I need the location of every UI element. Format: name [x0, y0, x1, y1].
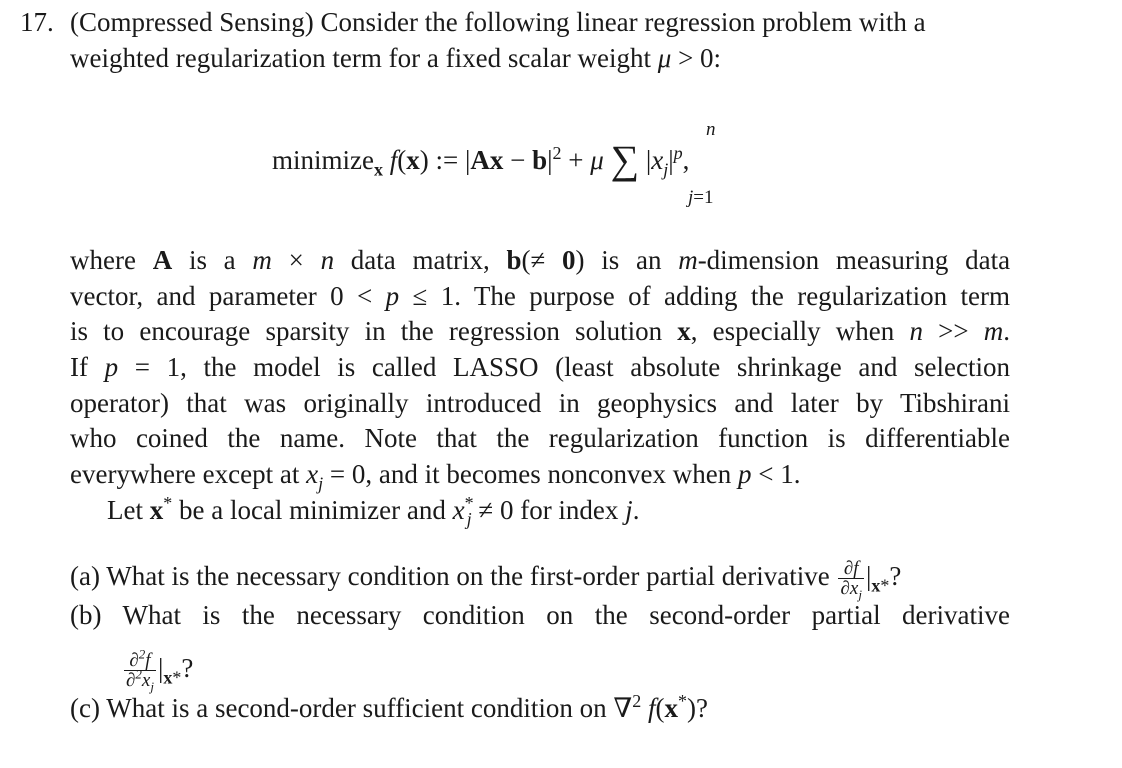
question-c-text: What is a second-order sufficient condition on — [106, 693, 607, 723]
p2-text-a: vector, and parameter — [70, 281, 317, 311]
p1-text-b: is a — [188, 245, 236, 275]
p8-text-b: be a local minimizer and — [178, 495, 446, 525]
question-b-continuation: $\frac{\partial^2f}{\partial^2x_j}$ $|_{x*}$? — [126, 646, 194, 695]
p2-text-b: The purpose of adding the regularization term — [473, 281, 1010, 311]
p1-text-a: where — [70, 245, 136, 275]
heading-line2-text: weighted regularization term for a fixed scalar weight — [70, 43, 652, 73]
paragraph-line-7: everywhere except at $x_j = 0$, and it becomes nonconvex when p < 1. — [70, 459, 801, 494]
paragraph-line-3: is to encourage sparsity in the regression solution x, especially when n >> m. — [70, 316, 1010, 346]
question-b-text: What is the necessary condition on the second-order partial derivative — [122, 600, 1010, 630]
p7-text-a: everywhere except at — [70, 459, 300, 489]
paragraph-line-4: If p = 1, the model is called LASSO (least absolute shrinkage and selection — [70, 352, 1011, 382]
problem-heading-line1: (Compressed Sensing) Consider the following linear regression problem with a — [70, 7, 926, 37]
p8-text-c: 0 for index — [499, 495, 619, 525]
paragraph-line-5: operator) that was originally introduced in geophysics and later by Tibshirani — [70, 388, 1010, 418]
paragraph-line-6: who coined the name. Note that the regularization function is differentiable — [70, 423, 1010, 453]
paragraph-line-1: where A is a m × n data matrix, b(≠ 0) is an m-dimension measuring data — [70, 245, 1011, 275]
minimize-operator: minimize — [272, 145, 374, 175]
paragraph-line-8: Let x* be a local minimizer and $x^*_j \ne 0$ for index j. — [107, 493, 640, 530]
objective-equation: minimize$_x$ f(x) := $|Ax - b|^2 + \mu$ ∑ $|x_j|^p$, — [272, 137, 690, 182]
p4-text-b: 1, the model is called LASSO (least absolute shrinkage and selection — [166, 352, 1011, 382]
question-a-text: What is the necessary condition on the first-order partial derivative — [106, 561, 830, 591]
question-c: (c) What is a second-order sufficient condition on ∇$^2$ f(x*)? — [70, 691, 708, 723]
p3-text-a: is to encourage sparsity in the regression solution — [70, 316, 663, 346]
sum-lower-limit: j=1 — [688, 187, 714, 208]
question-b — [70, 597, 1010, 633]
problem-number: 17. — [20, 7, 54, 37]
question-c-label: (c) — [70, 693, 100, 723]
question-b-label: (b) — [70, 600, 102, 630]
p3-text-b: , especially when — [690, 316, 895, 346]
first-partial-derivative: $\frac{\partial f}{\partial x_j}$ — [840, 558, 862, 603]
sum-upper-limit: n — [706, 119, 716, 140]
p1-text-c: data matrix, — [350, 245, 490, 275]
question-a-label: (a) — [70, 561, 100, 591]
summation-symbol: ∑ — [610, 137, 640, 182]
p1-text-d: is an — [601, 245, 662, 275]
problem-heading-line2: weighted regularization term for a fixed scalar weight μ > 0: — [70, 43, 722, 73]
p7-text-b: 0, and it becomes nonconvex when — [351, 459, 732, 489]
p4-text-a: If — [70, 352, 88, 382]
p8-text-a: Let — [107, 495, 143, 525]
second-partial-derivative: $\frac{\partial^2f}{\partial^2x_j}$ — [126, 646, 154, 695]
p1-text-e: -dimension measuring data — [697, 245, 1011, 275]
paragraph-line-2: vector, and parameter 0 < p ≤ 1. The purpose of adding the regularization term — [70, 281, 1010, 311]
question-a: (a) What is the necessary condition on the first-order partial derivative $\frac{\partial f}{\partial x_j}$ $|_{x*}$? — [70, 558, 902, 603]
